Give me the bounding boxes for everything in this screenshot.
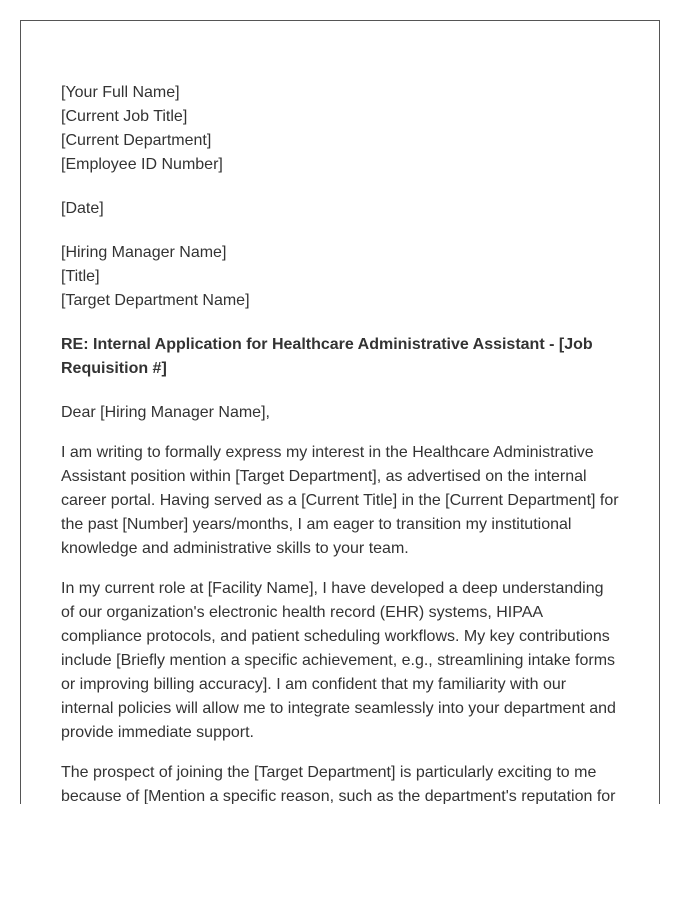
letter-date: [Date] bbox=[61, 200, 104, 217]
letter-body bbox=[61, 81, 621, 804]
subject-line: RE: Internal Application for Healthcare Administrative Assistant - [Job Requisition #] bbox=[61, 336, 593, 377]
recipient-title: [Title] bbox=[61, 268, 100, 285]
paragraph-1: I am writing to formally express my interest in the Healthcare Administrative Assistant position within [Target Department], as advertised on the internal career portal. Having served as a [Current Title] in the [Current Department] for the past [Number] years/months, I am eager to transition my institutional knowledge and administrative skills to your team. bbox=[61, 444, 619, 557]
paragraph-2: In my current role at [Facility Name], I have developed a deep understanding of our organization's electronic health record (EHR) systems, HIPAA compliance protocols, and patient scheduling workflows. My key contributions include [Briefly mention a specific achievement, e.g., streamlining intake forms or improving billing accuracy]. I am confident that my familiarity with our internal policies will allow me to integrate seamlessly into your department and provide immediate support. bbox=[61, 580, 616, 741]
sender-employee-id: [Employee ID Number] bbox=[61, 156, 223, 173]
recipient-block bbox=[61, 241, 621, 313]
letter-page bbox=[20, 20, 660, 804]
recipient-name: [Hiring Manager Name] bbox=[61, 244, 227, 261]
sender-full-name: [Your Full Name] bbox=[61, 84, 180, 101]
recipient-department: [Target Department Name] bbox=[61, 292, 250, 309]
date-block bbox=[61, 197, 621, 221]
sender-block bbox=[61, 81, 621, 177]
paragraph-3: The prospect of joining the [Target Department] is particularly exciting to me because of [Mention a specific reason, such as the department's reputation for bbox=[61, 764, 616, 804]
sender-job-title: [Current Job Title] bbox=[61, 108, 188, 125]
sender-department: [Current Department] bbox=[61, 132, 212, 149]
salutation: Dear [Hiring Manager Name], bbox=[61, 404, 270, 421]
